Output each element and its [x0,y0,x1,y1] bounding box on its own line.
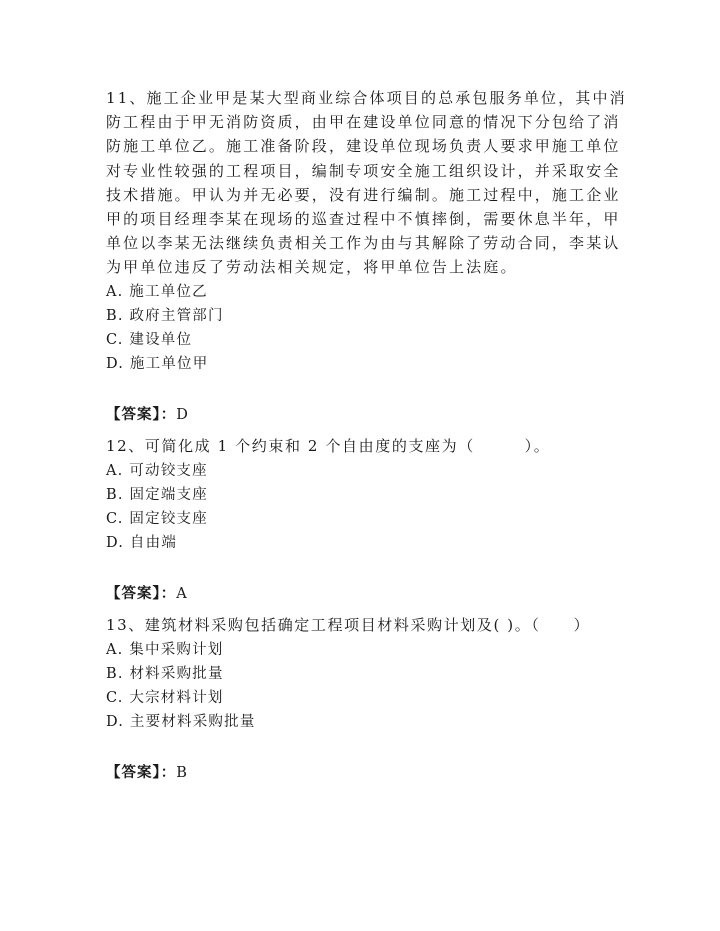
option-d: D. 主要材料采购批量 [106,714,256,731]
answer-value: A [176,586,188,603]
stem-line: 13、建筑材料采购包括确定工程项目材料采购计划及( )。（ ） [106,616,591,635]
answer-value: D [176,407,189,424]
option-d: D. 施工单位甲 [106,356,209,373]
option-b: B. 政府主管部门 [106,307,224,324]
stem-line: 12、可简化成 1 个约束和 2 个自由度的支座为（ ）。 [106,437,551,456]
question-11 [106,86,627,427]
stem-line: 技术措施。甲认为并无必要，没有进行编制。施工过程中，施工企业 [106,185,621,204]
question-list [106,86,627,792]
question-stem [106,86,627,280]
question-stem [106,434,616,458]
question-13 [106,613,616,785]
option-b: B. 材料采购批量 [106,665,224,682]
option-d: D. 自由端 [106,535,178,552]
option-a: A. 集中采购计划 [106,641,224,658]
question-12 [106,434,616,606]
option-c: C. 大宗材料计划 [106,690,224,707]
stem-line: 单位以李某无法继续负责相关工作为由与其解除了劳动合同，李某认 [106,234,621,253]
question-stem [106,613,616,637]
option-a: A. 可动铰支座 [106,462,208,479]
stem-line: 对专业性较强的工程项目，编制专项安全施工组织设计，并采取安全 [106,161,621,180]
option-c: C. 固定铰支座 [106,511,208,528]
option-b: B. 固定端支座 [106,486,208,503]
answer-line [106,403,616,427]
answer-label: 【答案】： [106,585,177,603]
answer-label: 【答案】： [106,406,177,424]
answer-line [106,582,616,606]
stem-line: 甲的项目经理李某在现场的巡查过程中不慎摔倒，需要休息半年，甲 [106,210,621,229]
stem-line: 防施工单位乙。施工准备阶段，建设单位现场负责人要求甲施工单位 [106,137,621,156]
answer-value: B [176,765,188,782]
stem-line: 11、施工企业甲是某大型商业综合体项目的总承包服务单位，其中消 [106,89,627,107]
option-a: A. 施工单位乙 [106,283,208,300]
stem-line: 为甲单位违反了劳动法相关规定，将甲单位告上法庭。 [106,258,518,277]
answer-label: 【答案】： [106,764,177,782]
option-c: C. 建设单位 [106,332,193,349]
answer-line [106,761,616,785]
stem-line: 防工程由于甲无消防资质，由甲在建设单位同意的情况下分包给了消 [106,113,621,132]
